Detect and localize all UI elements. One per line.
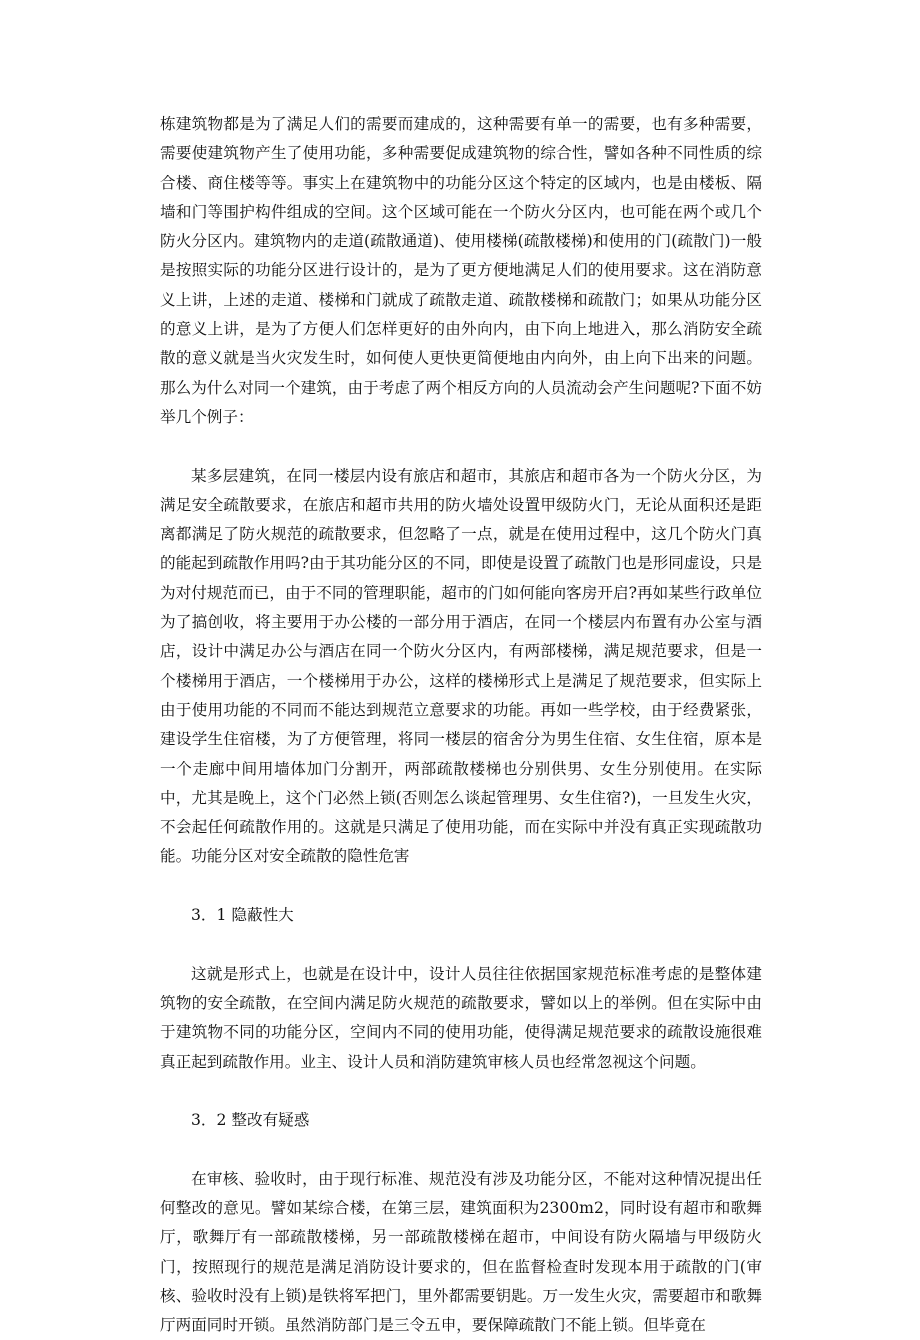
body-paragraph-1: 栋建筑物都是为了满足人们的需要而建成的，这种需要有单一的需要，也有多种需要，需要使建筑物产生了使用功能，多种需要促成建筑物的综合性，譬如各种不同性质的综合楼、商住楼等等。事实上在建筑物中的功能分区这个特定的区域内，也是由楼板、隔墙和门等围护构件组成的空间。这个区域可能在一个防火分区内，也可能在两个或几个防火分区内。建筑物内的走道(疏散通道)、使用楼梯(疏散楼梯)和使用的门(疏散门)一般是按照实际的功能分区进行设计的，是为了更方便地满足人们的使用要求。这在消防意义上讲，上述的走道、楼梯和门就成了疏散走道、疏散楼梯和疏散门；如果从功能分区的意义上讲，是为了方便人们怎样更好的由外向内，由下向上地进入，那么消防安全疏散的意义就是当火灾发生时，如何使人更快更简便地由内向外，由上向下出来的问题。那么为什么对同一个建筑，由于考虑了两个相反方向的人员流动会产生问题呢?下面不妨举几个例子： bbox=[160, 115, 762, 426]
body-paragraph-2: 某多层建筑，在同一楼层内设有旅店和超市，其旅店和超市各为一个防火分区，为满足安全疏散要求，在旅店和超市共用的防火墙处设置甲级防火门，无论从面积还是距离都满足了防火规范的疏散要求，但忽略了一点，就是在使用过程中，这几个防火门真的能起到疏散作用吗?由于其功能分区的不同，即使是设置了疏散门也是形同虚设，只是为对付规范而已，由于不同的管理职能，超市的门如何能向客房开启?再如某些行政单位为了搞创收，将主要用于办公楼的一部分用于酒店，在同一个楼层内布置有办公室与酒店，设计中满足办公与酒店在同一个防火分区内，有两部楼梯，满足规范要求，但是一个楼梯用于酒店，一个楼梯用于办公，这样的楼梯形式上是满足了规范要求，但实际上由于使用功能的不同而不能达到规范立意要求的功能。再如一些学校，由于经费紧张，建设学生住宿楼，为了方便管理，将同一楼层的宿舍分为男生住宿、女生住宿，原本是一个走廊中间用墙体加门分割开，两部疏散楼梯也分别供男、女生分别使用。在实际中，尤其是晚上，这个门必然上锁(否则怎么谈起管理男、女生住宿?)，一旦发生火灾，不会起任何疏散作用的。这就是只满足了使用功能，而在实际中并没有真正实现疏散功能。功能分区对安全疏散的隐性危害 bbox=[160, 466, 762, 866]
section-heading-3-2: 3．2 整改有疑惑 bbox=[191, 1111, 310, 1130]
section-heading-3-1: 3．1 隐蔽性大 bbox=[191, 906, 294, 925]
body-paragraph-4: 在审核、验收时，由于现行标准、规范没有涉及功能分区，不能对这种情况提出任何整改的意见。譬如某综合楼，在第三层，建筑面积为2300m2，同时设有超市和歌舞厅，歌舞厅有一部疏散楼梯，另一部疏散楼梯在超市，中间设有防火隔墙与甲级防火门，按照现行的规范是满足消防设计要求的，但在监督检查时发现本用于疏散的门(审核、验收时没有上锁)是铁将军把门，里外都需要钥匙。万一发生火灾，需要超市和歌舞厅两面同时开锁。虽然消防部门是三令五申，要保障疏散门不能上锁。但毕竟在 bbox=[160, 1169, 762, 1335]
paragraph-spacer bbox=[160, 1135, 762, 1164]
paragraph-spacer bbox=[160, 1077, 762, 1106]
body-paragraph-3: 这就是形式上，也就是在设计中，设计人员往往依据国家规范标准考虑的是整体建筑物的安全疏散，在空间内满足防火规范的疏散要求，譬如以上的举例。但在实际中由于建筑物不同的功能分区，空间内不同的使用功能，使得满足规范要求的疏散设施很难真正起到疏散作用。业主、设计人员和消防建筑审核人员也经常忽视这个问题。 bbox=[160, 964, 762, 1071]
paragraph-spacer bbox=[160, 872, 762, 901]
document-body bbox=[160, 110, 762, 1340]
paragraph-spacer bbox=[160, 930, 762, 959]
paragraph-spacer bbox=[160, 432, 762, 461]
